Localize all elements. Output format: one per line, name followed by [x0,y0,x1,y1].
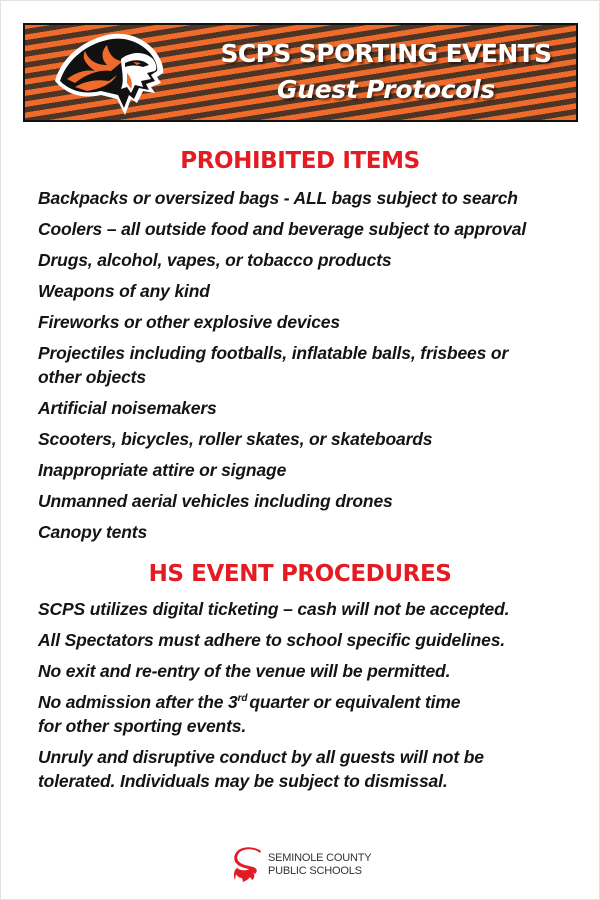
hs-event-procedures-heading: HS EVENT PROCEDURES [148,561,452,587]
item-text: Coolers – all outside food and beverage subject to approval [38,219,527,239]
list-item [38,279,588,303]
item-text: All Spectators must adhere to school specific guidelines. [38,630,505,650]
item-text: Unmanned aerial vehicles including drones [38,491,393,511]
item-text: Unruly and disruptive conduct by all guests will not be [38,747,484,767]
item-text: Drugs, alcohol, vapes, or tobacco products [38,250,392,270]
lion-mascot-icon [51,29,167,119]
ordinal-suffix: rd [237,693,248,704]
header-banner [23,23,578,122]
list-item [38,310,588,334]
prohibited-items-heading: PROHIBITED ITEMS [180,148,420,174]
item-text: Inappropriate attire or signage [38,460,287,480]
list-item [38,520,588,544]
item-text: No exit and re-entry of the venue will be permitted. [38,661,451,681]
item-text: other objects [38,367,146,387]
list-item [38,396,588,420]
footer-line-2: PUBLIC SCHOOLS [268,865,362,877]
list-item [38,458,588,482]
list-item [38,659,588,683]
item-text: Scooters, bicycles, roller skates, or skateboards [38,429,433,449]
banner-subtitle: Guest Protocols [277,75,495,104]
list-item [38,690,588,738]
item-text: tolerated. Individuals may be subject to dismissal. [38,771,448,791]
footer-text [268,852,371,878]
item-text [38,690,588,714]
banner-title: SCPS SPORTING EVENTS [220,39,552,68]
footer-logo-block [231,843,381,883]
list-item [38,597,588,621]
item-text: Artificial noisemakers [38,398,217,418]
list-item [38,217,588,241]
item-text-rest: quarter or equivalent time [249,692,461,712]
list-item [38,341,588,389]
list-item [38,186,588,210]
item-text: Backpacks or oversized bags - ALL bags subject to search [38,188,518,208]
item-text: SCPS utilizes digital ticketing – cash will not be accepted. [38,599,510,619]
footer-line-1: SEMINOLE COUNTY [268,852,372,864]
list-item [38,489,588,513]
item-text: Weapons of any kind [38,281,210,301]
list-item [38,628,588,652]
item-text: for other sporting events. [38,716,247,736]
item-text: Canopy tents [38,522,148,542]
prohibited-items-list [38,186,588,551]
scps-s-logo-icon [233,847,265,883]
list-item [38,248,588,272]
item-text: Fireworks or other explosive devices [38,312,340,332]
list-item [38,427,588,451]
procedures-list [38,597,588,800]
list-item [38,745,588,793]
item-text: Projectiles including footballs, inflatable balls, frisbees or [38,343,509,363]
item-text-start: No admission after the 3 [38,692,238,712]
